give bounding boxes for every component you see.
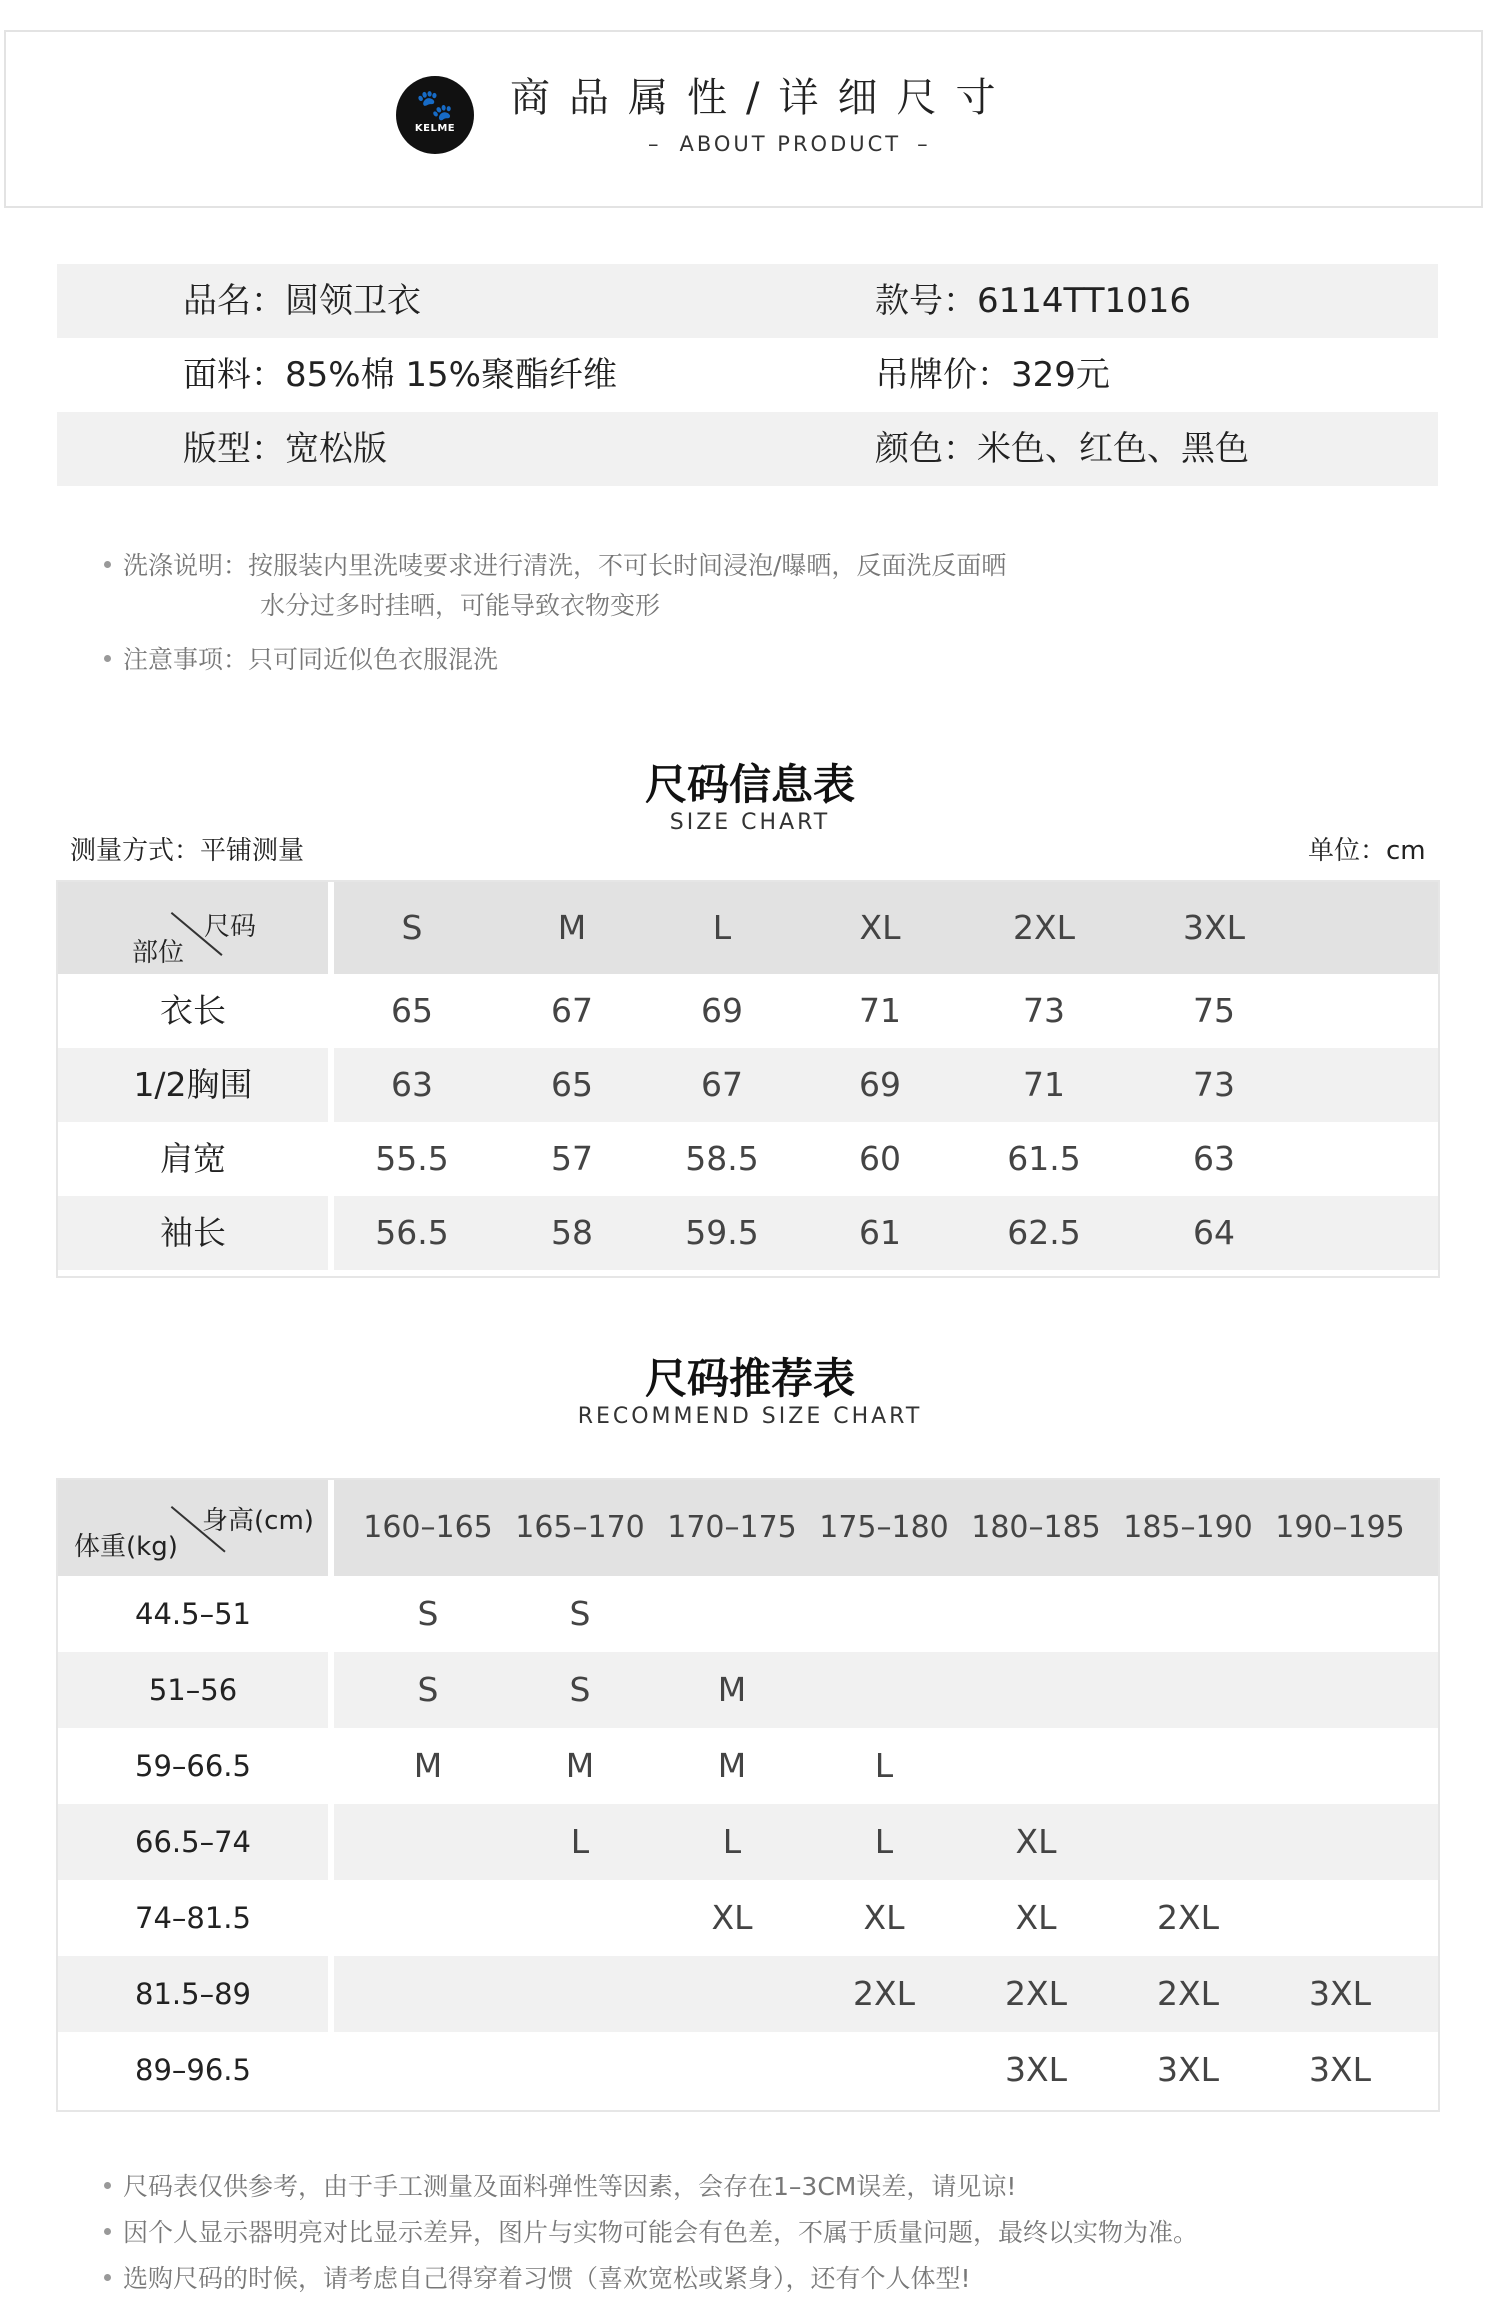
size-header-cell: 2XL	[1013, 908, 1075, 947]
measure-method: 测量方式：平铺测量	[70, 836, 305, 866]
bullet-icon	[104, 655, 111, 662]
recommend-chart-subtitle: RECOMMEND SIZE CHART	[577, 1404, 923, 1429]
attr-row	[57, 338, 1438, 412]
height-header-cell: 165–170	[515, 1510, 645, 1545]
corner-label-height: 身高(cm)	[202, 1506, 314, 1536]
table-row	[58, 1122, 1438, 1196]
size-header-cell: L	[712, 908, 732, 947]
table-cell: 63	[391, 1065, 433, 1104]
attr-price: 吊牌价：329元	[875, 355, 1110, 395]
recommend-chart-title: 尺码推荐表	[644, 1354, 855, 1403]
attr-fabric: 面料：85%棉 15%聚酯纤维	[183, 355, 617, 395]
footer-note: 尺码表仅供参考，由于手工测量及面料弹性等因素，会存在1–3CM误差，请见谅!	[104, 2164, 1016, 2210]
recommend-cell: S	[417, 1594, 439, 1633]
table-cell: 57	[551, 1139, 593, 1178]
size-header-cell: S	[401, 908, 423, 947]
height-header-cell: 190–195	[1275, 1510, 1405, 1545]
table-cell: 56.5	[375, 1213, 449, 1252]
recommend-cell: M	[717, 1746, 747, 1785]
table-cell: 55.5	[375, 1139, 449, 1178]
recommend-cell: 3XL	[1309, 1974, 1371, 2013]
recommend-cell: L	[722, 1822, 742, 1861]
size-chart-table	[56, 880, 1440, 1278]
recommend-cell: M	[413, 1746, 443, 1785]
weight-label: 51–56	[148, 1673, 238, 1707]
table-cell: 61.5	[1007, 1139, 1081, 1178]
table-cell: 64	[1193, 1213, 1235, 1252]
table-cell: 65	[391, 991, 433, 1030]
corner-label-weight: 体重(kg)	[74, 1532, 178, 1562]
weight-label: 66.5–74	[135, 1825, 251, 1859]
table-cell: 63	[1193, 1139, 1235, 1178]
attr-row	[57, 412, 1438, 486]
table-cell: 65	[551, 1065, 593, 1104]
corner-label-size: 尺码	[204, 912, 257, 942]
recommend-cell: S	[569, 1670, 591, 1709]
recommend-cell: XL	[863, 1898, 905, 1937]
table-cell: 58	[551, 1213, 593, 1252]
size-chart-subtitle: SIZE CHART	[669, 810, 831, 835]
size-chart-title: 尺码信息表	[644, 760, 855, 809]
table-row	[58, 1880, 1438, 1956]
table-cell: 67	[701, 1065, 743, 1104]
table-cell: 61	[859, 1213, 901, 1252]
height-header-cell: 175–180	[819, 1510, 949, 1545]
column-divider	[328, 1480, 334, 2110]
recommend-cell: 2XL	[1157, 1974, 1219, 2013]
table-row	[58, 1048, 1438, 1122]
attr-color: 颜色：米色、红色、黑色	[875, 429, 1249, 469]
footer-note: 选购尺码的时候，请考虑自己得穿着习惯（喜欢宽松或紧身），还有个人体型!	[104, 2256, 971, 2302]
table-cell: 62.5	[1007, 1213, 1081, 1252]
recommend-cell: XL	[711, 1898, 753, 1937]
bullet-icon	[104, 561, 111, 568]
recommend-cell: L	[874, 1822, 894, 1861]
unit-label: 单位：cm	[1308, 836, 1426, 866]
recommend-cell: 2XL	[1005, 1974, 1067, 2013]
wash-note: 洗涤说明：按服装内里洗唛要求进行清洗，不可长时间浸泡/曝晒，反面洗反面晒	[104, 546, 1006, 586]
attr-row	[57, 264, 1438, 338]
recommend-cell: M	[717, 1670, 747, 1709]
height-header-cell: 180–185	[971, 1510, 1101, 1545]
table-row	[58, 1576, 1438, 1652]
table-cell: 73	[1193, 1065, 1235, 1104]
recommend-cell: 2XL	[1157, 1898, 1219, 1937]
recommend-chart-table	[56, 1478, 1440, 2112]
weight-label: 81.5–89	[135, 1977, 251, 2011]
page-title: 商品属性/详细尺寸	[510, 75, 1015, 121]
kelme-logo	[396, 76, 474, 154]
wash-note-cont: 水分过多时挂晒，可能导致衣物变形	[260, 591, 661, 620]
table-row	[58, 2032, 1438, 2108]
weight-label: 59–66.5	[135, 1749, 251, 1783]
table-row	[58, 1652, 1438, 1728]
table-cell: 67	[551, 991, 593, 1030]
recommend-cell: XL	[1015, 1898, 1057, 1937]
table-row	[58, 1196, 1438, 1270]
recommend-cell: L	[874, 1746, 894, 1785]
size-header-cell: M	[557, 908, 587, 947]
bullet-icon	[104, 2228, 111, 2235]
table-row	[58, 1956, 1438, 2032]
table-cell: 69	[859, 1065, 901, 1104]
table-header	[58, 882, 1438, 974]
recommend-cell: L	[570, 1822, 590, 1861]
table-cell: 59.5	[685, 1213, 759, 1252]
recommend-cell: 3XL	[1309, 2050, 1371, 2089]
recommend-cell: M	[565, 1746, 595, 1785]
weight-label: 74–81.5	[135, 1901, 251, 1935]
table-cell: 60	[859, 1139, 901, 1178]
caution-note: 注意事项：只可同近似色衣服混洗	[104, 640, 498, 680]
height-header-cell: 185–190	[1123, 1510, 1253, 1545]
recommend-cell: 3XL	[1005, 2050, 1067, 2089]
attr-style-no: 款号：6114TT1016	[875, 281, 1191, 321]
recommend-cell: S	[569, 1594, 591, 1633]
table-row	[58, 974, 1438, 1048]
table-cell: 75	[1193, 991, 1235, 1030]
weight-label: 89–96.5	[135, 2053, 251, 2087]
recommend-cell: S	[417, 1670, 439, 1709]
weight-label: 44.5–51	[135, 1597, 251, 1631]
height-header-cell: 160–165	[363, 1510, 493, 1545]
recommend-cell: XL	[1015, 1822, 1057, 1861]
table-cell: 71	[1023, 1065, 1065, 1104]
size-header-cell: 3XL	[1183, 908, 1245, 947]
attr-name: 品名：圆领卫衣	[183, 281, 421, 321]
corner-label-part: 部位	[132, 938, 185, 968]
table-cell: 71	[859, 991, 901, 1030]
row-label: 袖长	[160, 1213, 226, 1252]
bullet-icon	[104, 2274, 111, 2281]
table-cell: 69	[701, 991, 743, 1030]
table-cell: 73	[1023, 991, 1065, 1030]
attr-fit: 版型：宽松版	[183, 429, 387, 469]
row-label: 1/2胸围	[133, 1065, 253, 1104]
size-header-cell: XL	[859, 908, 901, 947]
paw-icon: 🐾	[416, 88, 454, 123]
table-row	[58, 1804, 1438, 1880]
logo-text: KELME	[414, 123, 456, 134]
row-label: 衣长	[160, 991, 226, 1030]
row-label: 肩宽	[160, 1139, 226, 1178]
table-row	[58, 1728, 1438, 1804]
column-divider	[328, 882, 334, 1276]
recommend-cell: 2XL	[853, 1974, 915, 2013]
page-subtitle: – ABOUT PRODUCT –	[648, 132, 931, 156]
recommend-cell: 3XL	[1157, 2050, 1219, 2089]
height-header-cell: 170–175	[667, 1510, 797, 1545]
bullet-icon	[104, 2182, 111, 2189]
footer-note: 因个人显示器明亮对比显示差异，图片与实物可能会有色差，不属于质量问题，最终以实物为准。	[104, 2210, 1198, 2256]
table-header	[58, 1480, 1438, 1576]
table-cell: 58.5	[685, 1139, 759, 1178]
